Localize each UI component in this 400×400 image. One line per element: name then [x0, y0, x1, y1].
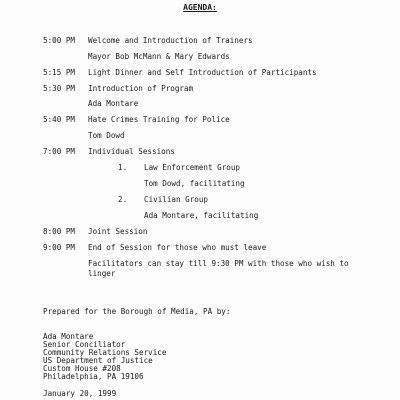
signature-address: Custom House #208	[43, 364, 121, 373]
session-item: Law Enforcement Group	[144, 163, 241, 172]
agenda-time: 5:00 PM	[43, 36, 76, 45]
session-number: 1.	[118, 163, 128, 172]
agenda-item: End of Session for those who must leave	[88, 243, 267, 252]
agenda-time: 9:00 PM	[43, 243, 76, 252]
agenda-title: AGENDA:	[183, 3, 217, 12]
signature-agency: Community Relations Service	[43, 348, 167, 357]
signature-title: Senior Conciliator	[43, 340, 126, 349]
signature-city: Philadelphia, PA 19106	[43, 372, 144, 381]
agenda-item: Hate Crimes Training for Police	[88, 115, 230, 124]
session-item: Civilian Group	[144, 195, 209, 204]
agenda-time: 5:40 PM	[43, 115, 76, 124]
session-facilitator: Tom Dowd, facilitating	[144, 179, 245, 188]
agenda-time: 5:30 PM	[43, 84, 76, 93]
agenda-detail: Mayor Bob McMann & Mary Edwards	[88, 52, 230, 61]
agenda-note: Facilitators can stay till 9:30 PM with those who wish to linger	[88, 259, 349, 278]
agenda-detail: Tom Dowd	[88, 131, 125, 140]
agenda-time: 8:00 PM	[43, 227, 76, 236]
agenda-item: Introduction of Program	[88, 84, 194, 93]
agenda-time: 7:00 PM	[43, 147, 76, 156]
prepared-for-line: Prepared for the Borough of Media, PA by:	[43, 307, 231, 316]
agenda-item: Individual Sessions	[88, 147, 175, 156]
agenda-item: Light Dinner and Self Introduction of Participants	[88, 68, 317, 77]
agenda-item: Welcome and Introduction of Trainers	[88, 36, 253, 45]
agenda-time: 5:15 PM	[43, 68, 76, 77]
session-number: 2.	[118, 195, 128, 204]
agenda-item: Joint Session	[88, 227, 148, 236]
signature-name: Ada Montare	[43, 332, 94, 341]
agenda-detail: Ada Montare	[88, 99, 139, 108]
session-facilitator: Ada Montare, facilitating	[144, 211, 259, 220]
document-date: January 20, 1999	[43, 389, 117, 398]
signature-department: US Department of Justice	[43, 356, 153, 365]
